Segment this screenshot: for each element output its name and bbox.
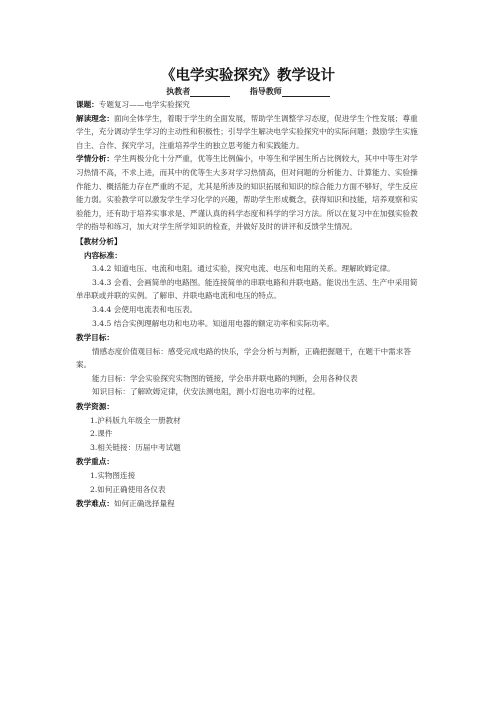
resource-item: 3.相关链接：历届中考试题	[90, 442, 181, 452]
difficulty-label: 教学难点：	[76, 499, 114, 509]
goals-heading: 教学目标：	[76, 333, 114, 343]
mentor-label: 指导教师	[249, 86, 282, 96]
teacher-blank	[190, 87, 230, 97]
goal-item: 知识目标：了解欧姆定律，伏安法测电阻，测小灯泡电功率的过程。	[92, 387, 320, 397]
topic-line	[76, 98, 422, 112]
goal-item: 能力目标：学会实验探究实物图的链接，学会串并联电路的判断，会用各种仪表	[92, 373, 358, 383]
topic-text: 专题复习——电学实验探究	[98, 100, 190, 109]
key-point: 2.如何正确使用各仪表	[90, 484, 166, 494]
difficulty-line	[76, 497, 422, 511]
document-title: 《电学实验探究》教学设计	[161, 68, 335, 84]
standard-item: 3.4.3 会看、会画简单的电路图。能连接简单的串联电路和并联电路。能说出生活、生产中采用简单串联或并联的实例。了解串、并联电路电流和电压的特点。	[76, 277, 418, 301]
author-line	[0, 86, 496, 97]
philosophy-text: 面向全体学生，着眼于学生的全面发展，帮助学生调整学习态度，促进学生个性发展；尊重学生，充分调动学生学习的主动性和积极性；引导学生解决电学实验探究中的实际问题；鼓励学生实施自主、合作、探究学习，注重培养学生的独立思考能力和实践能力。	[76, 113, 418, 150]
standard-item: 3.4.4 会使用电流表和电压表。	[92, 304, 198, 314]
difficulty-text: 如何正确选择量程	[113, 499, 175, 509]
key-point: 1.实物图连接	[90, 471, 136, 481]
resource-item: 2.课件	[90, 429, 113, 439]
analysis-label: 学情分析：	[76, 154, 114, 164]
philosophy-paragraph	[76, 112, 422, 153]
philosophy-label: 解读理念：	[76, 113, 114, 123]
analysis-paragraph	[76, 152, 422, 234]
standard-item: 3.4.2 知道电压、电流和电阻。通过实验，探究电流、电压和电阻的关系。理解欧姆定律。	[92, 264, 395, 274]
resources-heading: 教学资源：	[76, 402, 114, 412]
material-heading: 【教材分析】	[76, 236, 122, 246]
analysis-text: 学生两极分化十分严重，优等生比例偏小，中等生和学困生所占比例较大，其中中等生对学习热情不高，不求上进，而其中的优等生大多对学习热情高，但对问题的分析能力、计算能力、实验操作能力、概括能力存在严重的不足，尤其是所涉及的知识拓展和知识的综合能力方面不够好，学生反应能力弱。实验教学可以激发学生学习化学的兴趣，帮助学生形成概念，获得知识和技能，培养观察和实验能力，还有助于培养实事求是、严谨认真的科学态度和科学的学习方法。所以在复习中在加强实验教学的指导和练习，加大对学生所学知识的检查，并做好及时的讲评和反馈学生情况。	[76, 154, 418, 232]
teacher-label: 执教者	[166, 86, 191, 96]
document-body	[76, 98, 422, 511]
standard-item: 3.4.5 结合实例理解电功和电功率。知道用电器的额定功率和实际功率。	[92, 318, 334, 328]
mentor-blank	[282, 87, 330, 97]
topic-label: 课题：	[76, 100, 99, 109]
goal-item: 情感态度价值观目标：感受完成电路的快乐，学会分析与判断，正确把握题干，在题干中需求答案。	[76, 346, 411, 370]
standard-heading: 内容标准：	[84, 250, 122, 260]
key-heading: 教学重点：	[76, 457, 114, 467]
resource-item: 1.沪科版九年级全一册教材	[90, 415, 181, 425]
